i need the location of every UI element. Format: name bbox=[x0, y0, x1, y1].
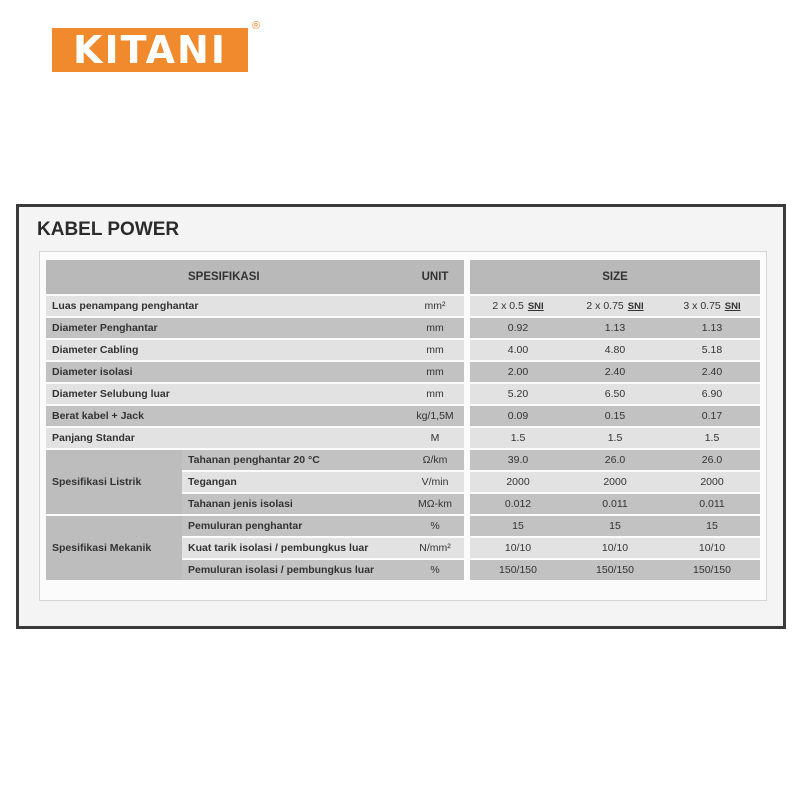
spec-table bbox=[46, 258, 760, 582]
size-value bbox=[470, 472, 566, 492]
size-value bbox=[470, 428, 566, 448]
size-value bbox=[664, 472, 760, 492]
size-value bbox=[566, 450, 664, 470]
size-value bbox=[566, 340, 664, 360]
table-row bbox=[46, 318, 760, 338]
size-value-text: 10/10 bbox=[601, 542, 629, 554]
size-value-text: 2.40 bbox=[701, 366, 723, 378]
unit-value: % bbox=[406, 516, 464, 536]
size-value-text: 0.09 bbox=[507, 410, 529, 422]
spec-name: Panjang Standar bbox=[46, 428, 406, 448]
size-value bbox=[664, 362, 760, 382]
spec-table-panel bbox=[39, 251, 767, 601]
size-value-text: 1.13 bbox=[604, 322, 626, 334]
table-row bbox=[46, 428, 760, 448]
unit-value: Ω/km bbox=[406, 450, 464, 470]
sni-mark: SNI bbox=[724, 301, 741, 312]
size-value bbox=[470, 406, 566, 426]
spec-group: Spesifikasi Mekanik bbox=[46, 516, 182, 580]
size-value-text: 4.80 bbox=[604, 344, 626, 356]
spec-name: Berat kabel + Jack bbox=[46, 406, 406, 426]
size-value bbox=[664, 494, 760, 514]
page-title: KABEL POWER bbox=[37, 219, 180, 240]
spec-name: Diameter Penghantar bbox=[46, 318, 406, 338]
size-value-text: 0.17 bbox=[701, 410, 723, 422]
size-value bbox=[664, 560, 760, 580]
size-value bbox=[566, 296, 664, 316]
brand-logo-text: KITANI bbox=[52, 28, 248, 72]
header-unit: UNIT bbox=[406, 260, 464, 294]
size-value-text: 6.50 bbox=[604, 388, 626, 400]
spec-subname: Tegangan bbox=[182, 472, 406, 492]
size-value bbox=[566, 318, 664, 338]
spec-name: Diameter isolasi bbox=[46, 362, 406, 382]
size-value-text: 0.011 bbox=[602, 498, 628, 510]
table-row bbox=[46, 516, 760, 536]
size-value bbox=[664, 450, 760, 470]
sni-mark: SNI bbox=[627, 301, 644, 312]
size-value-text: 2000 bbox=[506, 476, 530, 488]
size-value bbox=[566, 384, 664, 404]
spec-subname: Tahanan jenis isolasi bbox=[182, 494, 406, 514]
size-value bbox=[470, 538, 566, 558]
size-value-text: 3 x 0.75 bbox=[683, 300, 721, 312]
size-value bbox=[664, 406, 760, 426]
size-value-text: 15 bbox=[706, 520, 718, 532]
table-row bbox=[46, 340, 760, 360]
spec-name: Luas penampang penghantar bbox=[46, 296, 406, 316]
size-value-text: 2.00 bbox=[507, 366, 529, 378]
size-value-text: 15 bbox=[512, 520, 524, 532]
size-value bbox=[566, 560, 664, 580]
spec-subname: Kuat tarik isolasi / pembungkus luar bbox=[182, 538, 406, 558]
size-value-text: 26.0 bbox=[701, 454, 723, 466]
spec-name: Diameter Selubung luar bbox=[46, 384, 406, 404]
header-spec: SPESIFIKASI bbox=[182, 260, 406, 294]
spec-subname: Pemuluran penghantar bbox=[182, 516, 406, 536]
size-value bbox=[664, 538, 760, 558]
table-row bbox=[46, 384, 760, 404]
size-value bbox=[470, 494, 566, 514]
size-value bbox=[664, 516, 760, 536]
size-value bbox=[566, 516, 664, 536]
size-value bbox=[470, 362, 566, 382]
spec-name: Diameter Cabling bbox=[46, 340, 406, 360]
size-value bbox=[470, 560, 566, 580]
unit-value: M bbox=[406, 428, 464, 448]
size-value bbox=[470, 450, 566, 470]
size-value bbox=[566, 494, 664, 514]
spec-subname: Tahanan penghantar 20 °C bbox=[182, 450, 406, 470]
size-value bbox=[664, 340, 760, 360]
size-value-text: 1.5 bbox=[607, 432, 623, 444]
size-value-text: 5.18 bbox=[701, 344, 723, 356]
size-value-text: 2000 bbox=[700, 476, 724, 488]
size-value bbox=[566, 472, 664, 492]
size-value-text: 2000 bbox=[603, 476, 627, 488]
size-value-text: 1.5 bbox=[510, 432, 526, 444]
table-row bbox=[46, 296, 760, 316]
size-value-text: 0.92 bbox=[507, 322, 529, 334]
table-row bbox=[46, 450, 760, 470]
size-value bbox=[470, 296, 566, 316]
registered-mark: ® bbox=[252, 20, 261, 32]
size-value-text: 1.13 bbox=[701, 322, 723, 334]
size-value-text: 0.012 bbox=[504, 498, 532, 510]
unit-value: mm bbox=[406, 318, 464, 338]
size-value-text: 5.20 bbox=[507, 388, 529, 400]
size-value-text: 15 bbox=[609, 520, 621, 532]
size-value bbox=[470, 318, 566, 338]
size-value-text: 2 x 0.5 bbox=[492, 300, 524, 312]
unit-value: V/min bbox=[406, 472, 464, 492]
header-empty bbox=[46, 260, 182, 294]
size-value bbox=[566, 362, 664, 382]
size-value-text: 10/10 bbox=[698, 542, 726, 554]
size-value bbox=[664, 296, 760, 316]
sni-mark: SNI bbox=[527, 301, 544, 312]
table-body bbox=[46, 296, 760, 580]
unit-value: mm² bbox=[406, 296, 464, 316]
size-value bbox=[470, 384, 566, 404]
size-value-text: 0.15 bbox=[604, 410, 626, 422]
size-value-text: 4.00 bbox=[507, 344, 529, 356]
size-value-text: 2.40 bbox=[604, 366, 626, 378]
size-value-text: 150/150 bbox=[596, 564, 634, 576]
size-value bbox=[566, 428, 664, 448]
size-value bbox=[664, 428, 760, 448]
table-header-row bbox=[46, 260, 760, 294]
spec-group: Spesifikasi Listrik bbox=[46, 450, 182, 514]
size-value bbox=[470, 340, 566, 360]
unit-value: MΩ-km bbox=[406, 494, 464, 514]
spec-subname: Pemuluran isolasi / pembungkus luar bbox=[182, 560, 406, 580]
size-value-text: 10/10 bbox=[504, 542, 532, 554]
size-value-text: 0.011 bbox=[699, 498, 725, 510]
size-value bbox=[664, 384, 760, 404]
size-value-text: 39.0 bbox=[507, 454, 529, 466]
size-value-text: 1.5 bbox=[704, 432, 720, 444]
size-value-text: 2 x 0.75 bbox=[586, 300, 624, 312]
spec-card bbox=[16, 204, 786, 629]
unit-value: mm bbox=[406, 362, 464, 382]
size-value bbox=[566, 406, 664, 426]
size-value bbox=[470, 516, 566, 536]
unit-value: kg/1,5M bbox=[406, 406, 464, 426]
unit-value: % bbox=[406, 560, 464, 580]
unit-value: mm bbox=[406, 384, 464, 404]
size-value bbox=[664, 318, 760, 338]
unit-value: mm bbox=[406, 340, 464, 360]
size-value-text: 150/150 bbox=[693, 564, 731, 576]
table-row bbox=[46, 406, 760, 426]
size-value bbox=[566, 538, 664, 558]
size-value-text: 6.90 bbox=[701, 388, 723, 400]
size-value-text: 26.0 bbox=[604, 454, 626, 466]
size-value-text: 150/150 bbox=[499, 564, 537, 576]
table-row bbox=[46, 362, 760, 382]
unit-value: N/mm² bbox=[406, 538, 464, 558]
header-size: SIZE bbox=[470, 260, 760, 294]
brand-logo bbox=[52, 20, 261, 72]
